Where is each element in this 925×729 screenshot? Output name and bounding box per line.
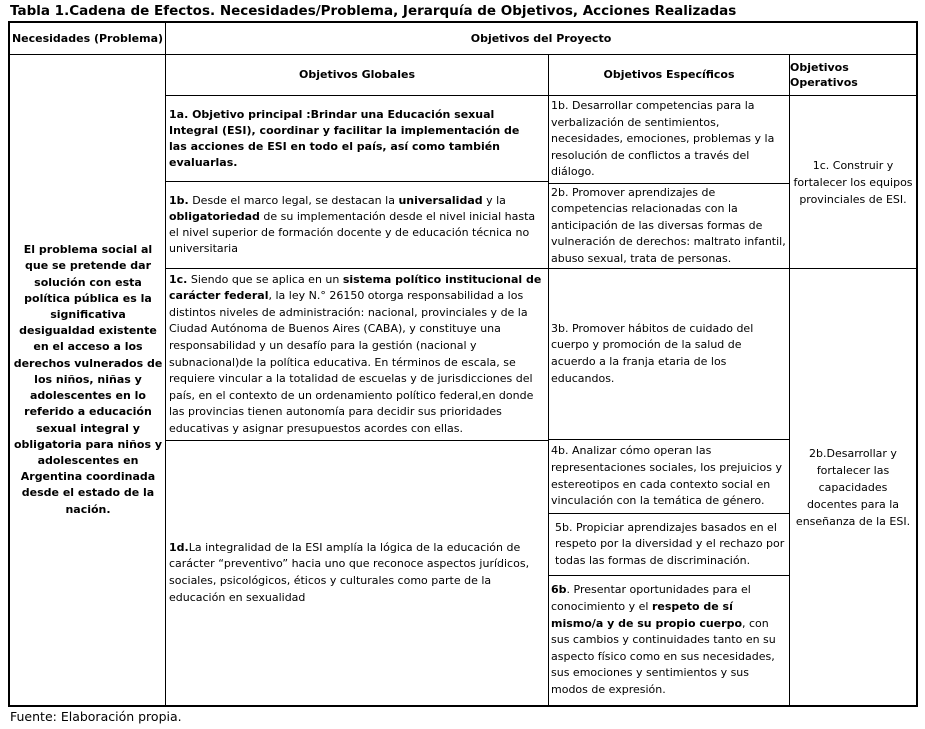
- especifico-5b: 5b. Propiciar aprendizajes basados en el respeto por la diversidad y el rechazo por todas las formas de discriminación.: [555, 520, 785, 567]
- header-especificos: Objetivos Específicos: [603, 68, 735, 82]
- header-globales: Objetivos Globales: [298, 68, 416, 82]
- table-title: Tabla 1.Cadena de Efectos. Necesidades/Problema, Jerarquía de Objetivos, Acciones Realizadas: [10, 3, 737, 19]
- header-objetivos-proyecto: Objetivos del Proyecto: [470, 31, 612, 45]
- divider-col1: [165, 23, 166, 705]
- divider-col2: [548, 55, 549, 705]
- global-1b: 1b. Desde el marco legal, se destacan la universalidad y la obligatoriedad de su implementación desde el nivel inicial hasta el nivel superior de formación docente y de educación técnica no universitaria: [169, 193, 536, 256]
- especifico-4b: 4b. Analizar cómo operan las representaciones sociales, los prejuicios y estereotipos en cada contexto social en vinculación con la temática de género.: [551, 444, 782, 508]
- especifico-2b: 2b. Promover aprendizajes de competencias relacionadas con la anticipación de las diversas formas de vulneración de derechos: maltrato infantil, abuso sexual, trata de personas.: [551, 185, 786, 265]
- divider-col3: [789, 55, 790, 705]
- global-1d: 1d.La integralidad de la ESI amplía la lógica de la educación de carácter “preventivo” hacia uno que reconoce aspectos jurídicos, sociales, psicológicos, éticos y culturales como parte de la educación en sexualidad: [169, 540, 530, 604]
- objectives-table: [8, 21, 918, 707]
- source-note: Fuente: Elaboración propia.: [10, 709, 182, 724]
- problema-text: El problema social al que se pretende dar solución con esta política pública es la significativa desigualdad existente en el acceso a los derechos vulnerados de los niños, niñas y adolescentes en lo referido a educación sexual integral y obligatoria para niños y adolescentes en Argentina coordinada desde el estado de la nación.: [13, 243, 163, 516]
- operativo-1c: 1c. Construir y fortalecer los equipos provinciales de ESI.: [793, 158, 913, 206]
- especifico-1b: 1b. Desarrollar competencias para la verbalización de sentimientos, necesidades, emociones, problemas y la resolución de conflictos a través del diálogo.: [551, 99, 775, 179]
- especifico-6b: 6b. Presentar oportunidades para el conocimiento y el respeto de sí mismo/a y de su propio cuerpo, con sus cambios y continuidades tanto en su aspecto físico como en sus necesidades, sus emociones y sentimientos y sus modos de expresión.: [551, 583, 776, 696]
- global-1c: 1c. Siendo que se aplica en un sistema político institucional de carácter federal, la ley N.° 26150 otorga responsabilidad a los distintos niveles de administración: nacional, provinciales y de la Ciudad Autónoma de Buenos Aires (CABA), y constituye una responsabilidad y un desafío para la gestión (nacional y subnacional)de la política educativa. En términos de escala, se requiere vincular a la totalidad de escuelas y de jurisdicciones del país, en el contexto de un ordenamiento político federal,en donde las provincias tienen autonomía para decidir sus prioridades educativas y asignar presupuestos acordes con ellas.: [169, 272, 542, 435]
- header-necesidades: Necesidades (Problema): [11, 31, 164, 45]
- header-operativos: Objetivos Operativos: [790, 60, 858, 89]
- especifico-3b: 3b. Promover hábitos de cuidado del cuerpo y promoción de la salud de acuerdo a la franja etaria de los educandos.: [551, 321, 754, 385]
- operativo-2b: 2b.Desarrollar y fortalecer las capacidades docentes para la enseñanza de la ESI.: [795, 446, 911, 528]
- global-1a: 1a. Objetivo principal :Brindar una Educación sexual Integral (ESI), coordinar y facilitar la implementación de las acciones de ESI en todo el país, así como también evaluarlas.: [169, 107, 520, 169]
